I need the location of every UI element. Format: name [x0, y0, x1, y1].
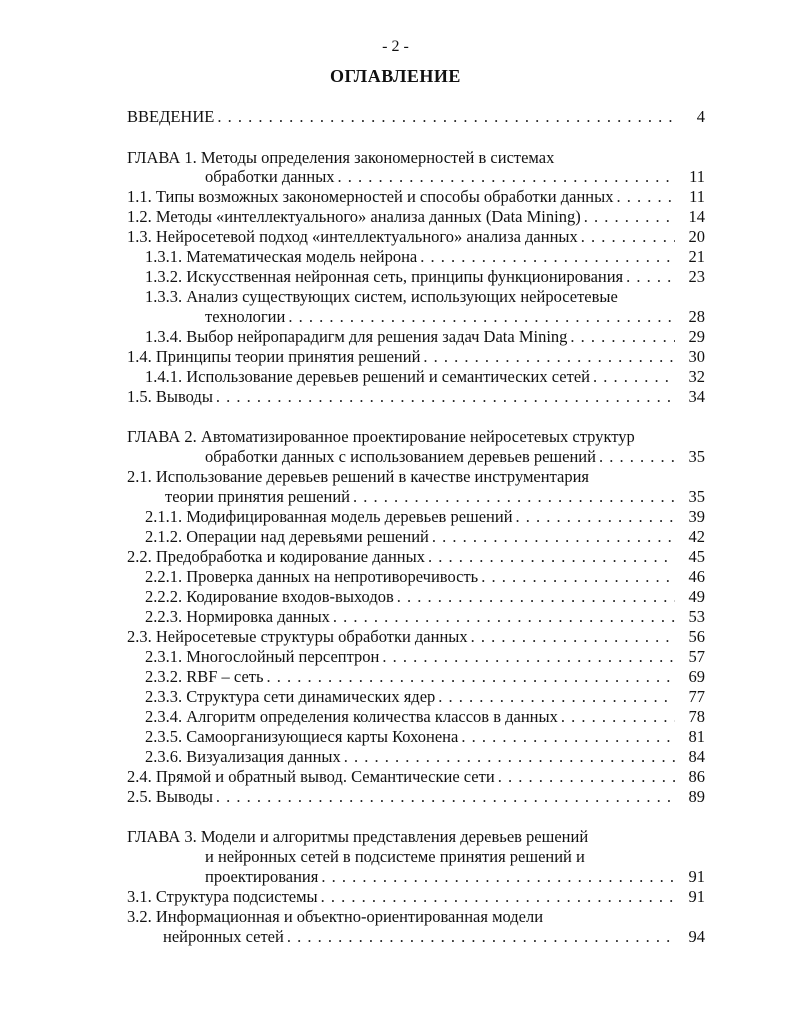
- toc-entry-page: 23: [688, 267, 705, 286]
- toc-entry-title: обработки данных: [205, 167, 335, 186]
- leader-dots: [516, 506, 675, 528]
- toc-entry-3-1: [0, 886, 791, 908]
- toc-entry-title: 1.3.3. Анализ существующих систем, использующих нейросетевые: [145, 287, 618, 306]
- leader-dots: [616, 186, 675, 208]
- toc-entry-title: 2.2.1. Проверка данных на непротиворечивость: [145, 567, 479, 586]
- leader-dots: [626, 266, 675, 288]
- toc-entry-page: 69: [688, 667, 705, 686]
- toc-entry-title: 2.5. Выводы: [127, 787, 213, 806]
- toc-entry-2-5: [0, 786, 791, 808]
- toc-entry-2-2: [0, 546, 791, 568]
- toc-entry-title: ВВЕДЕНИЕ: [127, 107, 215, 126]
- leader-dots: [570, 326, 675, 348]
- toc-entry-3-2: [0, 926, 791, 948]
- toc-entry-2-3-1: [0, 646, 791, 668]
- toc-entry-title: 1.3.4. Выбор нейропарадигм для решения задач Data Mining: [145, 327, 568, 346]
- leader-dots: [321, 866, 675, 888]
- page-title: ОГЛАВЛЕНИЕ: [330, 66, 461, 86]
- toc-entry-title: теории принятия решений: [165, 487, 350, 506]
- toc-chapter-2-heading: [0, 426, 791, 448]
- toc-entry-2-2-1: [0, 566, 791, 588]
- toc-entry-title: 2.3.5. Самоорганизующиеся карты Кохонена: [145, 727, 459, 746]
- toc-entry-chapter-2: [0, 446, 791, 468]
- toc-entry-page: 78: [688, 707, 705, 726]
- toc-entry-page: 56: [688, 627, 705, 646]
- toc-entry-page: 34: [688, 387, 705, 406]
- toc-entry-page: 35: [688, 447, 705, 466]
- toc-entry-title: 1.3. Нейросетевой подход «интеллектуального» анализа данных: [127, 227, 578, 246]
- toc-entry-title: 3.1. Структура подсистемы: [127, 887, 318, 906]
- toc-entry-page: 11: [689, 187, 705, 206]
- toc-entry-title: нейронных сетей: [163, 927, 284, 946]
- leader-dots: [353, 486, 675, 508]
- toc-entry-title: ГЛАВА 3. Модели и алгоритмы представления деревьев решений: [127, 827, 589, 846]
- toc-entry-page: 94: [688, 927, 705, 946]
- toc-entry-title: 3.2. Информационная и объектно-ориентированная модели: [127, 907, 544, 926]
- toc-chapter-3-heading: [0, 826, 791, 848]
- toc-entry-page: 84: [688, 747, 705, 766]
- toc-entry-title: 2.1.2. Операции над деревьями решений: [145, 527, 429, 546]
- toc-chapter-3-heading-cont: [0, 846, 791, 868]
- leader-dots: [428, 546, 675, 568]
- toc-entry-title: 1.4. Принципы теории принятия решений: [127, 347, 421, 366]
- toc-entry-page: 91: [688, 867, 705, 886]
- leader-dots: [217, 106, 675, 128]
- leader-dots: [288, 306, 675, 328]
- toc-entry-page: 39: [688, 507, 705, 526]
- leader-dots: [420, 246, 675, 268]
- toc-entry-title: технологии: [205, 307, 286, 326]
- leader-dots: [438, 686, 675, 708]
- toc-entry-title: 2.3.6. Визуализация данных: [145, 747, 341, 766]
- toc-entry-2-3: [0, 626, 791, 648]
- leader-dots: [321, 886, 675, 908]
- leader-dots: [216, 386, 675, 408]
- leader-dots: [461, 726, 675, 748]
- leader-dots: [561, 706, 675, 728]
- toc-entry-chapter-3: [0, 866, 791, 888]
- toc-entry-title: проектирования: [205, 867, 319, 886]
- leader-dots: [333, 606, 675, 628]
- toc-entry-title: 1.4.1. Использование деревьев решений и семантических сетей: [145, 367, 590, 386]
- toc-entry-page: 89: [688, 787, 705, 806]
- toc-entry-title: 2.1.1. Модифицированная модель деревьев решений: [145, 507, 513, 526]
- toc-entry-1-3-3: [0, 306, 791, 328]
- toc-entry-page: 21: [688, 247, 705, 266]
- leader-dots: [338, 166, 675, 188]
- toc-entry-title: 2.3.3. Структура сети динамических ядер: [145, 687, 436, 706]
- toc-entry-title: 1.5. Выводы: [127, 387, 213, 406]
- toc-entry-title: 1.1. Типы возможных закономерностей и способы обработки данных: [127, 187, 614, 206]
- toc-entry-1-2: [0, 206, 791, 228]
- toc-entry-title: 1.2. Методы «интеллектуального» анализа данных (Data Mining): [127, 207, 581, 226]
- leader-dots: [397, 586, 675, 608]
- toc-entry-page: 81: [688, 727, 705, 746]
- toc-entry-page: 57: [688, 647, 705, 666]
- toc-entry-title: ГЛАВА 2. Автоматизированное проектирование нейросетевых структур: [127, 427, 635, 446]
- toc-entry-title: 2.2.3. Нормировка данных: [145, 607, 330, 626]
- toc-entry-page: 32: [688, 367, 705, 386]
- toc-entry-1-5: [0, 386, 791, 408]
- toc-entry-page: 42: [688, 527, 705, 546]
- toc-entry-page: 30: [688, 347, 705, 366]
- toc-entry-page: 53: [688, 607, 705, 626]
- toc-entry-page: 11: [689, 167, 705, 186]
- toc-entry-2-3-2: [0, 666, 791, 688]
- toc-entry-title: 2.3. Нейросетевые структуры обработки данных: [127, 627, 468, 646]
- toc-entry-1-4-1: [0, 366, 791, 388]
- toc-entry-title: 2.2.2. Кодирование входов-выходов: [145, 587, 394, 606]
- toc-entry-chapter-1: [0, 166, 791, 188]
- toc-entry-2-3-3: [0, 686, 791, 708]
- toc-entry-title: 2.3.2. RBF – сеть: [145, 667, 264, 686]
- leader-dots: [498, 766, 675, 788]
- toc-entry-2-2-3: [0, 606, 791, 628]
- toc-entry-1-3-2: [0, 266, 791, 288]
- leader-dots: [481, 566, 675, 588]
- toc-entry-page: 35: [688, 487, 705, 506]
- leader-dots: [344, 746, 675, 768]
- leader-dots: [382, 646, 675, 668]
- page-number: - 2 -: [382, 38, 409, 55]
- toc-entry-title: и нейронных сетей в подсистеме принятия решений и: [205, 847, 585, 866]
- toc-entry-page: 14: [688, 207, 705, 226]
- toc-entry-page: 91: [688, 887, 705, 906]
- toc-entry-page: 20: [688, 227, 705, 246]
- toc-entry-2-1-2: [0, 526, 791, 548]
- toc-entry-1-3-4: [0, 326, 791, 348]
- toc-entry-2-3-6: [0, 746, 791, 768]
- toc-entry-2-1-heading: [0, 466, 791, 488]
- leader-dots: [593, 366, 675, 388]
- toc-entry-1-3: [0, 226, 791, 248]
- toc-entry-page: 29: [688, 327, 705, 346]
- leader-dots: [599, 446, 675, 468]
- toc-entry-2-3-5: [0, 726, 791, 748]
- toc-entry-title: обработки данных с использованием деревьев решений: [205, 447, 596, 466]
- toc-entry-title: ГЛАВА 1. Методы определения закономерностей в системах: [127, 148, 555, 167]
- toc-entry-title: 2.1. Использование деревьев решений в качестве инструментария: [127, 467, 589, 486]
- toc-entry-title: 2.2. Предобработка и кодирование данных: [127, 547, 425, 566]
- toc-entry-page: 49: [688, 587, 705, 606]
- leader-dots: [584, 206, 675, 228]
- toc-entry-3-2-heading: [0, 906, 791, 928]
- leader-dots: [471, 626, 675, 648]
- leader-dots: [432, 526, 675, 548]
- leader-dots: [267, 666, 675, 688]
- toc-entry-title: 1.3.1. Математическая модель нейрона: [145, 247, 418, 266]
- leader-dots: [581, 226, 675, 248]
- toc-entry-1-1: [0, 186, 791, 208]
- toc-entry-page: 77: [688, 687, 705, 706]
- toc-entry-page: 28: [688, 307, 705, 326]
- toc-entry-title: 2.3.4. Алгоритм определения количества классов в данных: [145, 707, 558, 726]
- toc-entry-page: 45: [688, 547, 705, 566]
- toc-entry-title: 1.3.2. Искусственная нейронная сеть, принципы функционирования: [145, 267, 624, 286]
- leader-dots: [287, 926, 675, 948]
- toc-entry-1-4: [0, 346, 791, 368]
- toc-entry-1-3-3-heading: [0, 286, 791, 308]
- toc-entry-2-3-4: [0, 706, 791, 728]
- toc-entry-page: 46: [688, 567, 705, 586]
- toc-entry-2-1-1: [0, 506, 791, 528]
- toc-entry-title: 2.4. Прямой и обратный вывод. Семантические сети: [127, 767, 495, 786]
- toc-entry-intro: [0, 106, 791, 128]
- toc-entry-2-2-2: [0, 586, 791, 608]
- leader-dots: [216, 786, 675, 808]
- leader-dots: [423, 346, 675, 368]
- toc-entry-page: 86: [688, 767, 705, 786]
- toc-entry-2-4: [0, 766, 791, 788]
- toc-entry-title: 2.3.1. Многослойный персептрон: [145, 647, 380, 666]
- toc-entry-page: 4: [696, 107, 705, 126]
- toc-entry-1-3-1: [0, 246, 791, 268]
- toc-entry-2-1: [0, 486, 791, 508]
